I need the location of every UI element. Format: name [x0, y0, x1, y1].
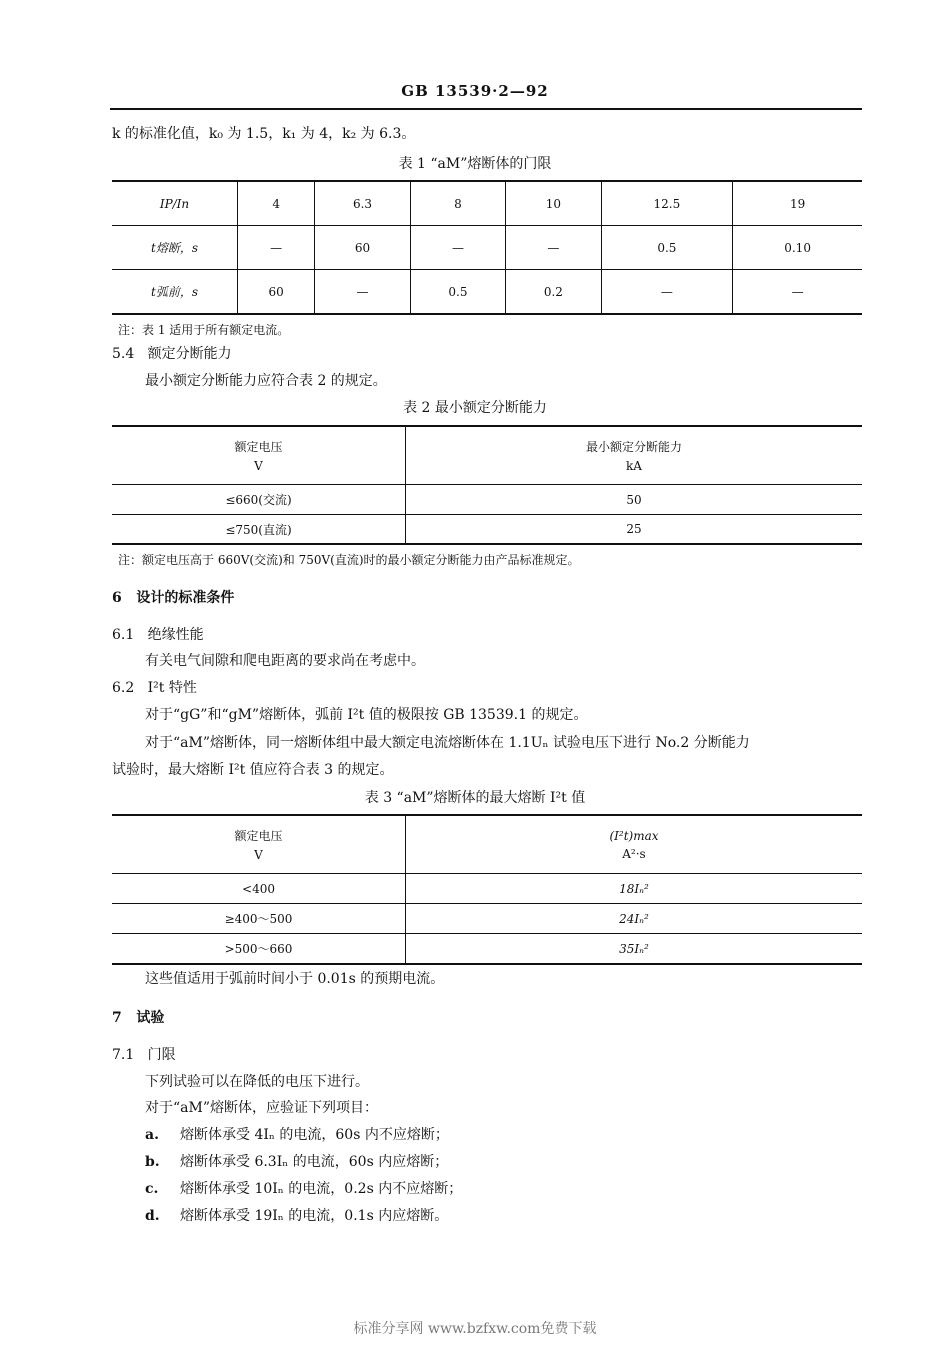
header-unit: V [254, 848, 263, 862]
table-cell: 4 [238, 181, 315, 226]
table-cell: >500～660 [112, 934, 406, 965]
list-text: 熔断体承受 19Iₙ 的电流，0.1s 内应熔断。 [180, 1208, 449, 1224]
section-number: 6.1 [112, 627, 135, 643]
table-cell: — [733, 270, 862, 315]
list-marker: a. [145, 1127, 159, 1143]
k-values-line: k 的标准化值，k₀ 为 1.5，k₁ 为 4，k₂ 为 6.3。 [112, 126, 416, 142]
row-label: t弧前，s [112, 270, 238, 315]
section-title: 额定分断能力 [147, 346, 232, 362]
table-cell: — [506, 226, 601, 270]
section-number: 5.4 [112, 346, 135, 362]
section-number: 6 [112, 590, 122, 606]
list-text: 熔断体承受 4Iₙ 的电流，60s 内不应熔断； [180, 1127, 449, 1143]
table-cell: 0.5 [410, 270, 505, 315]
table-cell: 60 [238, 270, 315, 315]
section-number: 7.1 [112, 1047, 135, 1063]
section-6-heading [112, 588, 234, 608]
table-cell: 60 [315, 226, 410, 270]
header-unit: V [254, 459, 263, 473]
table1-caption: 表 1 “aM”熔断体的门限 [398, 156, 552, 172]
header-cell [112, 426, 406, 485]
section-number: 6.2 [112, 680, 135, 696]
table-cell: 8 [410, 181, 505, 226]
list-marker: d. [145, 1208, 160, 1224]
table-row [112, 270, 862, 315]
section-7-1-heading [112, 1045, 176, 1065]
header-unit: A²·s [622, 846, 646, 861]
section-6-1-heading [112, 625, 204, 645]
table-cell: 25 [626, 522, 642, 536]
section-5-4-body: 最小额定分断能力应符合表 2 的规定。 [145, 373, 387, 389]
table-cell: 10 [506, 181, 601, 226]
section-6-2-para2: 对于“aM”熔断体，同一熔断体组中最大额定电流熔断体在 1.1Uₙ 试验电压下进行 No.2 分断能力 [145, 735, 750, 751]
section-title: 绝缘性能 [147, 627, 204, 643]
table-cell: 35Iₙ² [619, 941, 649, 956]
table2-note: 注：额定电压高于 660V(交流)和 750V(直流)时的最小额定分断能力由产品标准规定。 [118, 553, 580, 567]
section-6-2-para1: 对于“gG”和“gM”熔断体，弧前 I²t 值的极限按 GB 13539.1 的规定。 [145, 707, 588, 723]
list-item [145, 1152, 448, 1172]
table-row [112, 485, 862, 515]
table3-caption: 表 3 “aM”熔断体的最大熔断 I²t 值 [364, 790, 586, 806]
section-title: 门限 [147, 1047, 176, 1063]
table-cell: 0.10 [733, 226, 862, 270]
page-header: GB 13539·2—92 [401, 82, 549, 100]
table-cell: 50 [406, 485, 863, 515]
header-line: (I²t)max [609, 828, 659, 843]
table-cell: — [410, 226, 505, 270]
section-7-1-para1: 下列试验可以在降低的电压下进行。 [145, 1074, 369, 1090]
table-row [112, 515, 862, 545]
table-cell: — [238, 226, 315, 270]
table2-caption: 表 2 最小额定分断能力 [403, 400, 547, 416]
header-rule [110, 108, 862, 110]
section-7-1-para2: 对于“aM”熔断体，应验证下列项目： [145, 1100, 378, 1116]
row-label: IP/In [112, 181, 238, 226]
header-cell [112, 815, 406, 874]
table-cell: — [601, 270, 733, 315]
header-line: 最小额定分断能力 [585, 440, 682, 454]
table-cell: 0.5 [601, 226, 733, 270]
list-item [145, 1206, 448, 1226]
table-cell: 6.3 [315, 181, 410, 226]
table-row [112, 426, 862, 485]
table-cell: — [315, 270, 410, 315]
header-cell [406, 426, 863, 485]
table-cell: <400 [112, 874, 406, 904]
list-marker: c. [145, 1181, 159, 1197]
threshold-table [112, 180, 862, 315]
section-5-4-heading [112, 344, 232, 364]
section-7-heading [112, 1008, 164, 1028]
section-title: 设计的标准条件 [136, 590, 235, 606]
header-line: 额定电压 [234, 829, 283, 843]
breaking-capacity-table [112, 425, 862, 545]
list-marker: b. [145, 1154, 160, 1170]
list-text: 熔断体承受 10Iₙ 的电流，0.2s 内不应熔断； [180, 1181, 463, 1197]
table3-after-note: 这些值适用于弧前时间小于 0.01s 的预期电流。 [145, 971, 445, 987]
table-cell: 19 [733, 181, 862, 226]
table1-note: 注：表 1 适用于所有额定电流。 [118, 323, 290, 337]
table-cell: ≥400～500 [112, 904, 406, 934]
header-line: 额定电压 [234, 440, 283, 454]
section-6-2-heading [112, 678, 197, 698]
section-title: 试验 [136, 1010, 165, 1026]
list-item [145, 1125, 449, 1145]
table-row [112, 874, 862, 904]
table-cell: ≤750(直流) [112, 515, 406, 545]
max-i2t-table [112, 814, 862, 965]
list-text: 熔断体承受 6.3Iₙ 的电流，60s 内应熔断； [180, 1154, 449, 1170]
footer-watermark: 标准分享网 www.bzfxw.com免费下载 [353, 1321, 597, 1337]
list-item [145, 1179, 462, 1199]
table-cell: 18Iₙ² [406, 874, 863, 904]
table-row [112, 226, 862, 270]
table-cell: 12.5 [601, 181, 733, 226]
header-cell [406, 815, 863, 874]
table-row [112, 934, 862, 965]
table-row [112, 815, 862, 874]
table-cell: 0.2 [506, 270, 601, 315]
section-6-1-body: 有关电气间隙和爬电距离的要求尚在考虑中。 [145, 653, 425, 669]
section-number: 7 [112, 1010, 122, 1026]
row-label: t熔断，s [112, 226, 238, 270]
table-row [112, 904, 862, 934]
section-6-2-para3: 试验时，最大熔断 I²t 值应符合表 3 的规定。 [112, 762, 394, 778]
table-cell: ≤660(交流) [112, 485, 406, 515]
section-title: I²t 特性 [147, 680, 197, 696]
table-row [112, 181, 862, 226]
header-unit: kA [626, 459, 642, 473]
table-cell: 24Iₙ² [406, 904, 863, 934]
